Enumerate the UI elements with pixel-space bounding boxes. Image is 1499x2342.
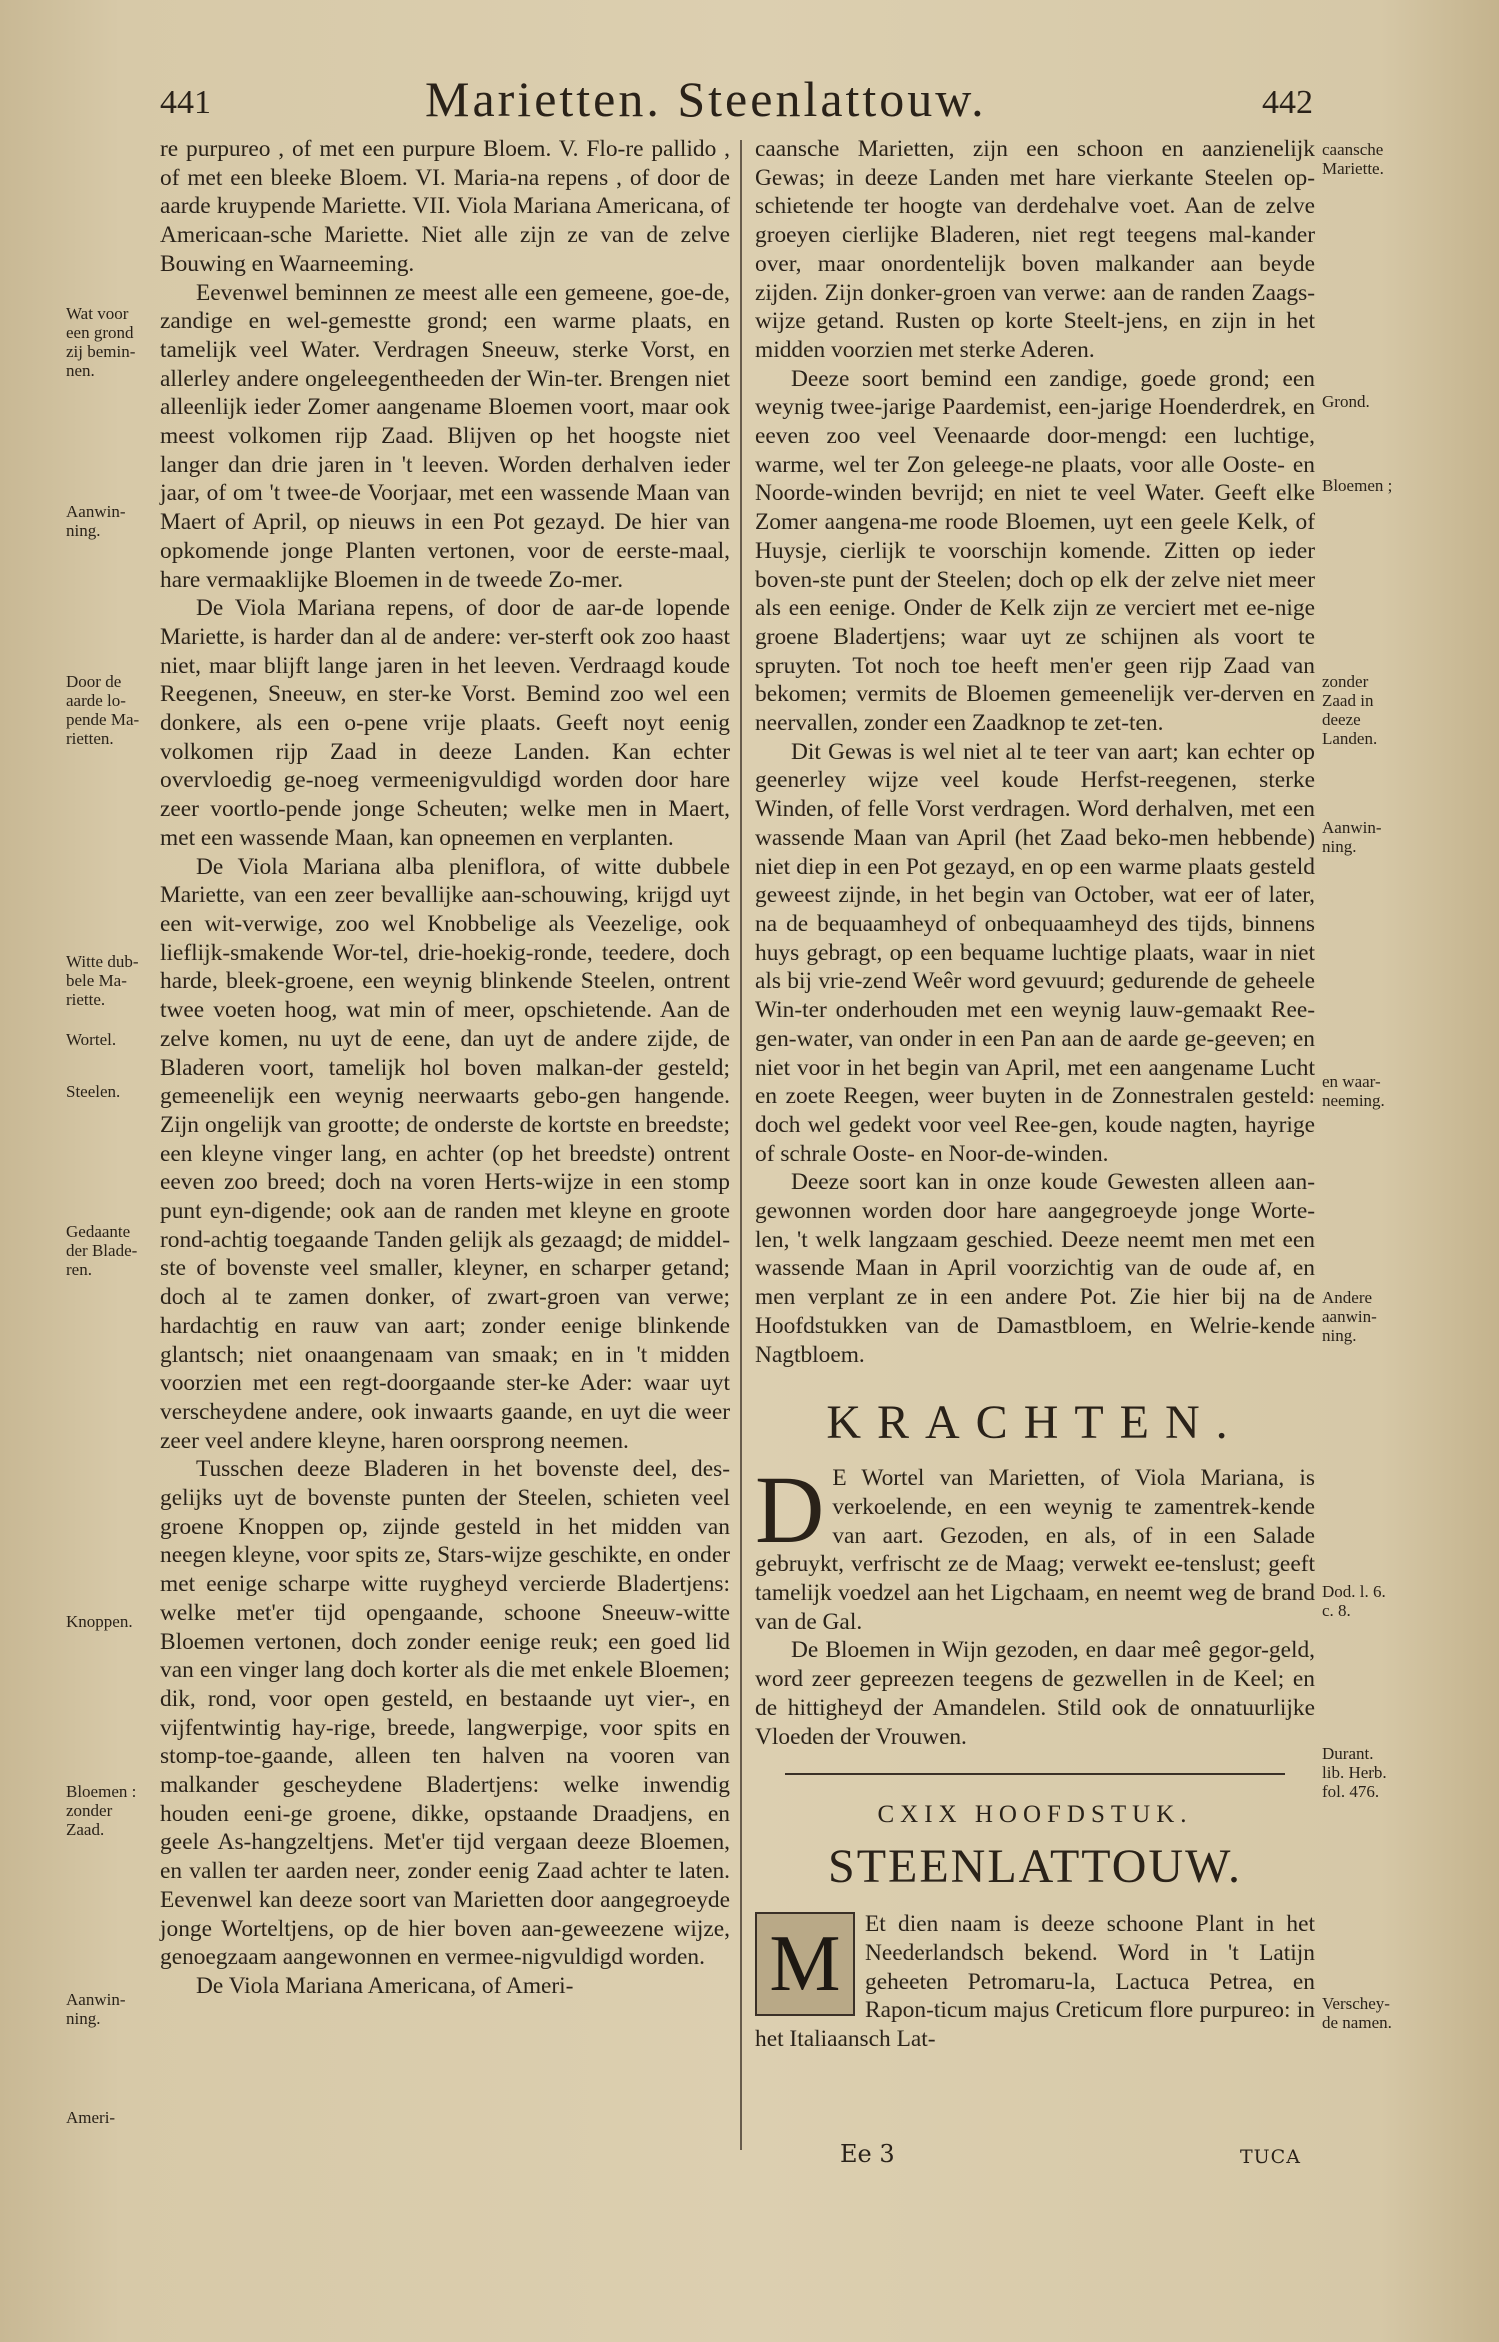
- right-column: [755, 135, 1315, 2054]
- column-divider: [740, 140, 742, 2150]
- section-separator: [785, 1773, 1285, 1775]
- paragraph: Tusschen deeze Bladeren in het bovenste deel, des-gelijks uyt de bovenste punten der Steelen, schieten veel groene Knoppen op, zijnde gesteld in het midden van neegen kleyne, voor spits ze, Stars-wijze geschikte, en onder met eenige scharpe witte ruygheyd vercierde Bladertjens: welke met'er tijd opengaande, schoone Sneeuw-witte Bloemen vertonen, doch zonder eenige reuk; een goed lid van een vinger lang doch korter als die met enkele Bloemen; dik, rond, voor open gesteld, en bestaande uyt vier-, en vijfentwintig hay-rige, breede, langwerpige, voor spits en stomp-toe-gaande, alleen ten halven na vooren van malkander gescheydene Bladertjens: welke inwendig houden eeni-ge groene, dikke, opstaande Draadjens, en geele As-hangzeltjens. Met'er tijd vergaan deeze Bloemen, en vallen ter aarden neer, zonder eenig Zaad achter te laten. Eevenwel kan deeze soort van Marietten door aangegroeyde jonge Worteltjens, op de hier boven aan-geweezene wijze, genoegzaam aangewonnen en vermee-nigvuldigd worden.: [160, 1456, 730, 1971]
- paragraph: Deeze soort kan in onze koude Gewesten alleen aan-gewonnen worden door hare aangegroeyde jonge Worte-len, 't welk langzaam geschied. Deeze neemt men met een wassende Maan in April voorzichtig van de oude af, en men verplant ze in een andere Pot. Zie hier bij na de Hoofdstukken van de Damastbloem, en Welrie-kende Nagtbloem.: [755, 1169, 1315, 1368]
- margin-note: Andere aanwin- ning.: [1322, 1288, 1377, 1345]
- ornamental-initial-letter: M: [769, 1920, 841, 2009]
- margin-note: Grond.: [1322, 392, 1370, 411]
- margin-note: Witte dub- bele Ma- riette.: [66, 952, 139, 1009]
- paragraph: Eevenwel beminnen ze meest alle een gemeene, goe-de, zandige en wel-gemestte grond; een warme plaats, en tamelijk veel Water. Verdragen Sneeuw, sterke Vorst, en allerley andere ongeleegentheeden der Win-ter. Brengen niet alleenlijk ieder Zomer aangename Bloemen voort, maar ook meest volkomen rijp Zaad. Blijven op het hoogste niet langer dan drie jaren in 't leeven. Worden derhalven ieder jaar, of om 't twee-de Voorjaar, met een wassende Maan van Maert of April, op nieuws in een Pot gezayd. De hier van opkomende jonge Planten vertonen, voor de eerste-maal, hare vermaaklijke Bloemen in de tweede Zo-mer.: [160, 279, 730, 593]
- paragraph-text: E Wortel van Marietten, of Viola Mariana, is verkoelende, en een weynig te zamentrek-kende van aart. Gezoden, en als, of in een Salade gebruykt, verfrischt ze de Maag; verwekt ee-tenslust; geeft tamelijk voedzel aan het Ligchaam, en neemt weg de brand van de Gal.: [755, 1465, 1315, 1635]
- margin-note: Durant. lib. Herb. fol. 476.: [1322, 1744, 1387, 1801]
- paragraph: re purpureo , of met een purpure Bloem. V. Flo-re pallido , of met een bleeke Bloem. VI. Maria-na repens , of door de aarde kruypende Mariette. VII. Viola Mariana Americana, of Americaan-sche Mariette. Niet alle zijn ze van de zelve Bouwing en Waarneeming.: [160, 136, 730, 277]
- margin-note: Dod. l. 6. c. 8.: [1322, 1582, 1386, 1620]
- signature-mark: Ee 3: [840, 2140, 895, 2168]
- running-title: Marietten. Steenlattouw.: [425, 71, 987, 127]
- paragraph: [755, 1910, 1315, 2054]
- paragraph: De Viola Mariana repens, of door de aar-de lopende Mariette, is harder dan al de andere: ver-sterft ook zoo haast niet, maar blijft lange jaren in het leeven. Verdraagd koude Reegenen, Sneeuw, en ster-ke Vorst. Bemind zoo wel een donkere, als een o-pene vrije plaats. Geeft noyt eenig volkomen rijp Zaad in deeze Landen. Kan echter overvloedig ge-noeg vermeenigvuldigd worden door hare zeer voortlo-pende jonge Scheuten; welke men in Maert, met een wassende Maan, kan opneemen en verplanten.: [160, 595, 730, 851]
- margin-note: Bloemen ;: [1322, 476, 1393, 495]
- paragraph: caansche Marietten, zijn een schoon en aanzienelijk Gewas; in deeze Landen met hare vierkante Steelen op-schietende ter hoogte van derdehalve voet. Aan de zelve groeyen cierlijke Bladeren, niet regt teegens mal-kander over, maar onordentelijk boven malkander aan beyde zijden. Zijn donker-groen van verwe: aan de randen Zaags-wijze getand. Rusten op korte Steelt-jens, en zijn in het midden voorzien met sterke Aderen.: [755, 136, 1315, 363]
- chapter-title: STEENLATTOUW.: [828, 1840, 1242, 1894]
- margin-note: caansche Mariette.: [1322, 140, 1384, 178]
- margin-note: Aanwin- ning.: [66, 502, 126, 540]
- margin-note: Gedaante der Blade- ren.: [66, 1222, 138, 1279]
- margin-note: Steelen.: [66, 1082, 121, 1101]
- paragraph-text: Et dien naam is deeze schoone Plant in het Neederlandsch bekend. Word in 't Latijn geheeten Petromaru-la, Lactuca Petrea, en Rapon-ticum majus Creticum flore purpureo: in het Italiaansch Lat-: [755, 1911, 1315, 2053]
- paragraph: De Viola Mariana Americana, of Ameri-: [196, 1973, 574, 1999]
- margin-note: Aanwin- ning.: [1322, 818, 1382, 856]
- paragraph: De Bloemen in Wijn gezoden, en daar meê gegor-geld, word zeer gepreezen teegens de gezwellen in de Keel; en de hittigheyd der Amandelen. Stild ook de onnatuurlijke Vloeden der Vrouwen.: [755, 1637, 1315, 1750]
- margin-note: Ameri-: [66, 2108, 116, 2127]
- left-column: [160, 135, 730, 2001]
- paragraph: Dit Gewas is wel niet al te teer van aart; kan echter op geenerley wijze veel koude Herfst-reegenen, sterke Winden, of felle Vorst verdragen. Word derhalven, met een wassende Maan van April (het Zaad beko-men hebbende) niet diep in een Pot gezayd, en op een warme plaats gesteld geweest zijnde, in het begin van October, wat eer of later, na de bequaamheyd of onbequaamheyd des tijds, binnens huys gebragt, op een bequame luchtige plaats, waar in niet als bij vrie-zend Weêr word gevuurd; gedurende de geheele Win-ter onderhouden met een weynig lauw-gemaakt Ree-gen-water, van onder in een Pan aan de aarde ge-geeven; en niet voor in het begin van April, met een aangename Lucht en zoete Reegen, weer buyten in de Zonnestralen gesteld: doch wel gedekt voor veel Ree-gen, koude nagten, hayrige of schrale Ooste- en Noor-de-winden.: [755, 738, 1315, 1167]
- margin-note: Aanwin- ning.: [66, 1990, 126, 2028]
- margin-note: Verschey- de namen.: [1322, 1994, 1392, 2032]
- section-heading-krachten: KRACHTEN.: [826, 1396, 1244, 1450]
- paragraph: Deeze soort bemind een zandige, goede grond; een weynig twee-jarige Paardemist, een-jarige Hoenderdrek, en eeven zoo veel Veenaarde door-mengd: een luchtige, warme, wel ter Zon geleege-ne plaats, voor alle Ooste- en Noorde-winden bevrijd; en niet te veel Water. Geeft elke Zomer aangena-me roode Bloemen, uyt een geele Kelk, of Huysje, cierlijk te voorschijn komende. Zitten op ieder boven-ste punt der Steelen; doch op elk der zelve niet meer als een eenige. Onder de Kelk zijn ze verciert met ee-nige groene Bladertjens; waar uyt ze schijnen als voort te spruyten. Tot noch toe heeft men'er geen rijp Zaad van bekomen; vermits de Bloemen gemeenelijk ver-derven en neervallen, zonder een Zaadknop te zet-ten.: [755, 365, 1315, 737]
- ornamental-initial: [755, 1912, 855, 2016]
- running-header: [0, 70, 1499, 130]
- page-number-left: 441: [160, 84, 211, 121]
- margin-note: Wat voor een grond zij bemin- nen.: [66, 304, 136, 380]
- page-number-right: 442: [1262, 84, 1313, 121]
- chapter-number: CXIX HOOFDSTUK.: [877, 1801, 1193, 1829]
- paragraph: De Viola Mariana alba pleniflora, of witte dubbele Mariette, van een zeer bevallijke aan-schouwing, krijgd uyt een wit-verwige, zoo wel Knobbelige als Veezelige, ook lieflijk-smakende Wor-tel, drie-hoekig-ronde, teedere, doch harde, bleek-groene, een weynig blinkende Steelen, ontrent twee voeten hoog, wat min of meer, opschietende. Aan de zelve komen, nu uyt de eene, dan uyt de andere zijde, de Bladeren voort, tamelijk hol boven malkan-der gesteld; gemeenelijk een weynig neerwaarts gebo-gen hangende. Zijn ongelijk van grootte; de onderste de kortste en breedste; een kleyne vinger lang, en achter (op het breedste) ontrent eeven zoo breed; doch na voren Herts-wijze in een stomp punt eyn-digende; ook aan de randen met kleyne en groote rond-achtig toegaande Tanden gelijk als gezaagd; de middel-ste of bovenste veel smaller, kleyner, en scharper getand; doch al te zamen donker, of zwart-groen van verwe; hardachtig en rauw van aart; zonder eenige blinkende glantsch; niet onaangenaam van smaak; en in 't midden voorzien met een regt-doorgaande ster-ke Ader: waar uyt verscheydene andere, ook inwaarts gaande, en uyt die weer zeer veel andere kleyne, haren oorsprong neemen.: [160, 853, 730, 1454]
- margin-note: Bloemen : zonder Zaad.: [66, 1782, 137, 1839]
- catchword: TUCA: [1240, 2146, 1301, 2168]
- margin-note: Knoppen.: [66, 1612, 133, 1631]
- margin-note: Wortel.: [66, 1030, 117, 1049]
- margin-note: zonder Zaad in deeze Landen.: [1322, 672, 1378, 748]
- paragraph: [755, 1456, 1315, 1636]
- margin-note: en waar- neeming.: [1322, 1072, 1385, 1110]
- margin-note: Door de aarde lo- pende Ma- rietten.: [66, 672, 140, 748]
- drop-capital: D: [755, 1456, 825, 1564]
